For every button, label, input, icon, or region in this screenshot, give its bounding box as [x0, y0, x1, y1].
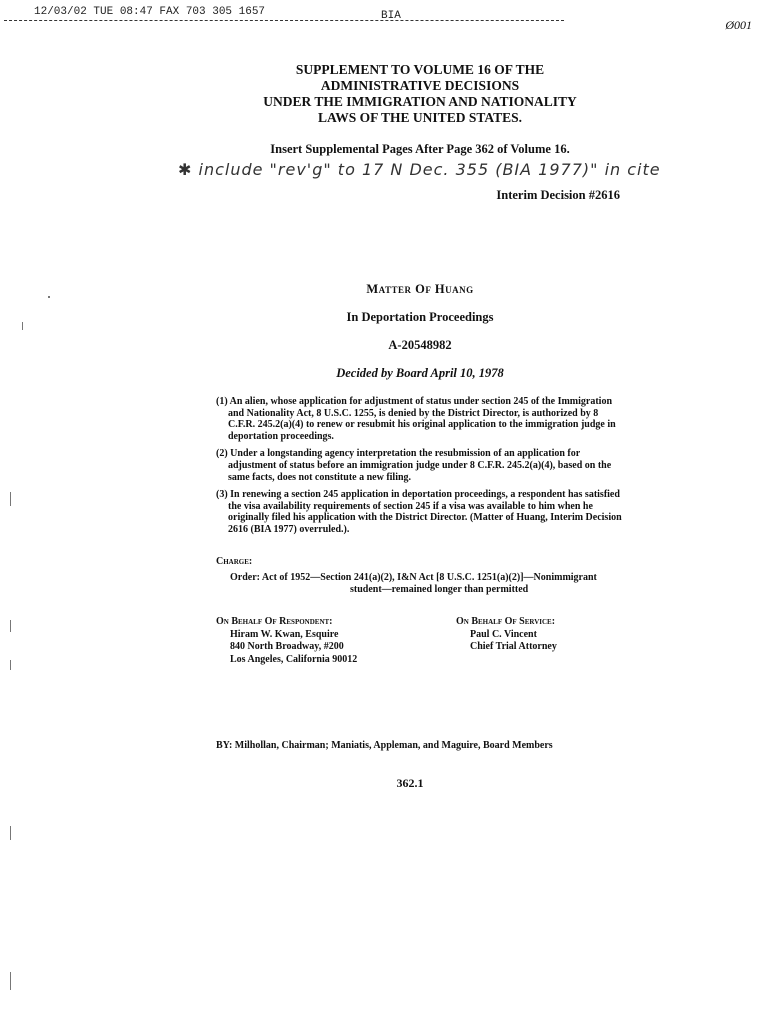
scan-artifact	[10, 492, 11, 506]
service-counsel	[456, 616, 626, 654]
scan-artifact	[10, 826, 11, 840]
service-line: Chief Trial Attorney	[470, 641, 557, 652]
board-members: BY: Milhollan, Chairman; Maniatis, Appleman, and Maguire, Board Members	[216, 740, 553, 751]
handwritten-annotation: ✱ include "rev'g" to 17 N Dec. 355 (BIA 1977)" in cite	[178, 160, 661, 179]
service-heading: On Behalf Of Service:	[456, 616, 556, 627]
fax-transmission-line: 12/03/02 TUE 08:47 FAX 703 305 1657	[34, 6, 266, 18]
charge-label: Charge:	[216, 556, 253, 567]
respondent-line: Los Angeles, California 90012	[230, 653, 358, 665]
insert-instruction: Insert Supplemental Pages After Page 362 of Volume 16.	[270, 142, 570, 156]
scan-artifact	[10, 972, 11, 990]
case-name: Matter Of Huang	[366, 282, 474, 296]
decision-date: Decided by Board April 10, 1978	[336, 366, 504, 380]
page-number: 362.1	[396, 776, 424, 790]
title-line: SUPPLEMENT TO VOLUME 16 OF THE	[295, 62, 545, 77]
headnote: (3) In renewing a section 245 application in deportation proceedings, a respondent has satisfied the visa availability requirements of section 245 if a visa was available to him when he originally filed his application with the District Director. (Matter of Huang, Interim Decision 2616 (BIA 1977) overruled.).	[216, 489, 622, 535]
alien-number: A-20548982	[388, 338, 452, 352]
fax-page-number: Ø001	[725, 18, 752, 32]
respondent-heading: On Behalf Of Respondent:	[216, 616, 333, 627]
fax-header	[0, 4, 770, 28]
charge-text: Order: Act of 1952—Section 241(a)(2), I&N Act [8 U.S.C. 1251(a)(2)]—Nonimmigrant student—remained longer than permitted	[230, 572, 597, 595]
title-line: LAWS OF THE UNITED STATES.	[318, 110, 522, 125]
headnote: (2) Under a longstanding agency interpretation the resubmission of an application for adjustment of status before an immigration judge under 8 C.F.R. 245.2(a)(4), based on the same facts, does not constitute a new filing.	[216, 448, 612, 483]
fax-header-rule	[4, 20, 564, 21]
scan-artifact	[10, 620, 11, 632]
scan-artifact	[48, 296, 50, 298]
respondent-line: Hiram W. Kwan, Esquire	[230, 628, 339, 640]
proceedings-type: In Deportation Proceedings	[346, 310, 494, 324]
fax-department: BIA	[381, 10, 401, 22]
service-line: Paul C. Vincent	[470, 628, 537, 640]
headnote: (1) An alien, whose application for adjustment of status under section 245 of the Immigration and Nationality Act, 8 U.S.C. 1255, is denied by the District Director, is authorized by 8 C.F.R. 245.2(a)(4) to renew or resubmit his original application to the immigration judge in deportation proceedings.	[216, 396, 616, 442]
scan-artifact	[10, 660, 11, 670]
respondent-counsel	[216, 616, 436, 666]
title-line: ADMINISTRATIVE DECISIONS	[320, 78, 520, 93]
respondent-line: 840 North Broadway, #200	[230, 641, 344, 652]
scan-artifact	[22, 322, 23, 330]
document-title	[200, 62, 640, 126]
headnotes	[216, 396, 626, 542]
title-line: UNDER THE IMMIGRATION AND NATIONALITY	[263, 94, 577, 109]
interim-decision-number: Interim Decision #2616	[496, 188, 620, 202]
